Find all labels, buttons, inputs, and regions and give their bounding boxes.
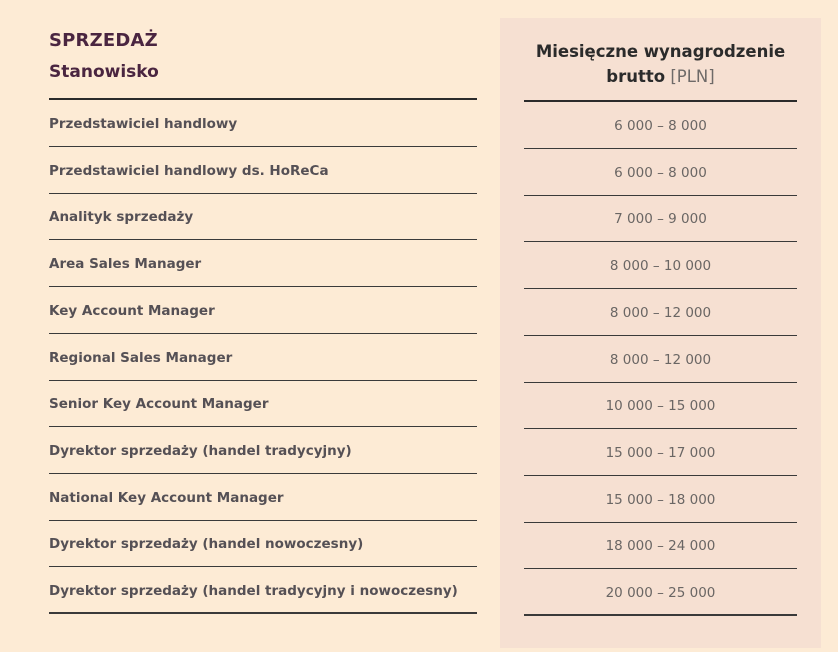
salary-row xyxy=(524,429,797,476)
position-row xyxy=(49,380,477,427)
salary-header-gross: brutto xyxy=(606,67,666,86)
salary-row xyxy=(524,242,797,289)
position-name: Regional Sales Manager xyxy=(49,349,233,366)
position-name: Dyrektor sprzedaży (handel tradycyjny) xyxy=(49,442,352,459)
salary-header-line1: Miesięczne wynagrodzenie xyxy=(535,42,786,61)
salary-row xyxy=(524,289,797,336)
salary-column-header xyxy=(500,39,821,89)
salary-range: 6 000 – 8 000 xyxy=(614,118,707,134)
position-row xyxy=(49,427,477,474)
position-name: Dyrektor sprzedaży (handel tradycyjny i nowoczesny) xyxy=(49,583,458,599)
position-name: National Key Account Manager xyxy=(49,489,284,506)
position-name: Dyrektor sprzedaży (handel nowoczesny) xyxy=(49,536,364,553)
salary-row xyxy=(524,476,797,523)
salary-range: 18 000 – 24 000 xyxy=(605,538,716,555)
position-row xyxy=(49,193,477,240)
salary-range: 7 000 – 9 000 xyxy=(614,211,707,228)
salary-range: 8 000 – 10 000 xyxy=(609,258,712,275)
salary-range: 8 000 – 12 000 xyxy=(609,351,712,368)
position-column-header: Stanowisko xyxy=(49,62,159,82)
category-title: SPRZEDAŻ xyxy=(49,30,158,51)
salary-range: 8 000 – 12 000 xyxy=(609,304,712,321)
position-row xyxy=(49,334,477,381)
salary-column-panel xyxy=(500,18,821,648)
position-row xyxy=(49,100,477,147)
position-row xyxy=(49,567,477,614)
position-row xyxy=(49,147,477,194)
position-name: Analityk sprzedaży xyxy=(49,209,194,226)
salary-range: 6 000 – 8 000 xyxy=(614,164,707,181)
salary-row xyxy=(524,149,797,196)
salary-header-unit: [PLN] xyxy=(670,67,715,86)
salary-range: 10 000 – 15 000 xyxy=(605,398,716,415)
salary-range: 15 000 – 17 000 xyxy=(605,444,716,461)
salary-row xyxy=(524,195,797,242)
salary-row xyxy=(524,569,797,616)
salary-range: 20 000 – 25 000 xyxy=(605,585,716,601)
position-row xyxy=(49,287,477,334)
row-divider xyxy=(49,612,477,614)
position-name: Area Sales Manager xyxy=(49,256,202,273)
salary-row xyxy=(524,522,797,569)
position-name: Key Account Manager xyxy=(49,302,215,319)
position-row xyxy=(49,240,477,287)
salary-range: 15 000 – 18 000 xyxy=(605,491,716,508)
salary-row xyxy=(524,336,797,383)
salary-row xyxy=(524,382,797,429)
position-name: Przedstawiciel handlowy ds. HoReCa xyxy=(49,162,329,179)
row-divider xyxy=(524,614,797,616)
position-name: Senior Key Account Manager xyxy=(49,396,269,413)
position-row xyxy=(49,474,477,521)
position-name: Przedstawiciel handlowy xyxy=(49,116,238,132)
salary-row xyxy=(524,102,797,149)
position-row xyxy=(49,520,477,567)
